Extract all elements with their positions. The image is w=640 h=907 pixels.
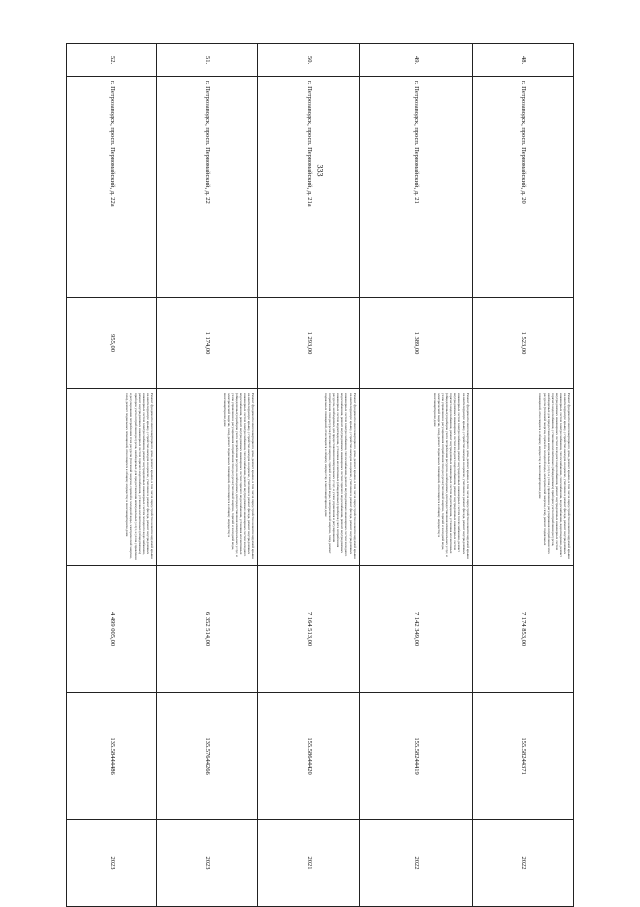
- sheet-content: [66, 43, 574, 870]
- cost-cell: 4 499 005,00: [67, 566, 157, 693]
- code-cell: 155.58644420: [258, 693, 359, 820]
- cost-cell: 6 352 514,00: [156, 566, 257, 693]
- table-row: [258, 44, 359, 907]
- area-cell: 1 523,00: [472, 298, 573, 389]
- address-cell: г. Петрозаводск, просп. Первомайский, д. 21а: [258, 77, 359, 298]
- cost-cell: 7 174 853,00: [472, 566, 573, 693]
- works-cell: Ремонт фундамента многоквартирного дома, ремонт крыши, в том числе переустройство невентилируемой крыши на вентилируемую крышу, устройство выходов на кровлю, утепление и ремонт фасада, ремонт внутридомовых инженерных систем электроснабжения, теплоснабжения, газоснабжения, водоснабжения, водоотведения, ремонт внутридомовых инженерных систем холодного водоснабжения, ремонт внутридомовых инженерных систем горячего водоснабжения, установка коллективных (общедомовых) приборов учета потребления ресурсов, необходимых для предоставления коммунальных услуг, и узлов управления и регулирования потребления этих ресурсов (тепловой энергии, горячей и холодной воды, электрической энергии, газа), ремонт подвальных помещений, относящихся к общему имуществу в многоквартирном доме: [472, 389, 573, 566]
- document-sheet: [66, 43, 574, 870]
- address-cell: г. Петрозаводск, просп. Первомайский, д. 20: [472, 77, 573, 298]
- code-cell: 155.58244371: [472, 693, 573, 820]
- code-cell: 135.57644266: [156, 693, 257, 820]
- cost-cell: 7 142 349,00: [359, 566, 472, 693]
- table-row: [67, 44, 157, 907]
- year-cell: 2021: [258, 820, 359, 907]
- area-cell: 955,00: [67, 298, 157, 389]
- works-cell: Ремонт фундамента многоквартирного дома, ремонт крыши, в том числе переустройство невентилируемой крыши на вентилируемую крышу, устройство выходов на кровлю, утепление и ремонт фасада, ремонт внутридомовых инженерных систем электроснабжения, теплоснабжения, ремонт внутридомовых инженерных систем холодного водоснабжения, ремонт внутридомовых инженерных систем горячего водоснабжения, установка коллективных (общедомовых) приборов учета потребления ресурсов, необходимых для предоставления коммунальных услуг, и узлов управления и регулирования потребления этих ресурсов (тепловой энергии, горячей и холодной воды, электрической энергии, газа), ремонт подвальных помещений, относящихся к общему имуществу в многоквартирном доме: [156, 389, 257, 566]
- area-cell: 1 174,00: [156, 298, 257, 389]
- address-cell: г. Петрозаводск, просп. Первомайский, д. 22: [156, 77, 257, 298]
- year-cell: 2022: [472, 820, 573, 907]
- row-number: 49.: [359, 44, 472, 77]
- row-number: 50.: [258, 44, 359, 77]
- works-cell: Ремонт фундамента многоквартирного дома, ремонт крыши, в том числе переустройство невентилируемой крыши на вентилируемую крышу, устройство выходов на кровлю, утепление и ремонт фасада, ремонт внутридомовых инженерных систем электроснабжения, теплоснабжения, ремонт внутридомовых инженерных систем холодного водоснабжения, ремонт внутридомовых инженерных систем горячего водоснабжения, ремонт внутридомовых инженерных систем водоотведения, установка коллективных (общедомовых) приборов учета потребления ресурсов, необходимых для предоставления коммунальных услуг, и узлов управления и регулирования потребления этих ресурсов (тепловой энергии, горячей и холодной воды, электрической энергии, газа), ремонт подвальных помещений, относящихся к общему имуществу в многоквартирном доме: [258, 389, 359, 566]
- row-number: 52.: [67, 44, 157, 77]
- page-number: 333: [315, 164, 325, 177]
- table-row: [359, 44, 472, 907]
- address-cell: г. Петрозаводск, просп. Первомайский, д. 22а: [67, 77, 157, 298]
- row-number: 48.: [472, 44, 573, 77]
- cost-cell: 7 164 513,00: [258, 566, 359, 693]
- year-cell: 2022: [359, 820, 472, 907]
- area-cell: 1 293,00: [258, 298, 359, 389]
- code-cell: 135.58444486: [67, 693, 157, 820]
- address-cell: г. Петрозаводск, просп. Первомайский, д. 21: [359, 77, 472, 298]
- works-cell: Ремонт фундамента многоквартирного дома, ремонт крыши, в том числе переустройство невентилируемой крыши на вентилируемую крышу, устройство выходов на кровлю, утепление и ремонт фасада, ремонт внутридомовых инженерных систем электроснабжения, ремонт внутридомовых инженерных систем холодного водоснабжения, ремонт внутридомовых инженерных систем горячего водоснабжения, установка коллективных (общедомовых) приборов учета потребления ресурсов, необходимых для предоставления коммунальных услуг, и узлов управления и регулирования потребления этих ресурсов (тепловой энергии, горячей и холодной воды, электрической энергии, газа), ремонт подвальных помещений, относящихся к общему имуществу в многоквартирном доме: [67, 389, 157, 566]
- area-cell: 1 389,00: [359, 298, 472, 389]
- table-row: [472, 44, 573, 907]
- row-number: 51.: [156, 44, 257, 77]
- code-cell: 155.58244419: [359, 693, 472, 820]
- table-row: [156, 44, 257, 907]
- capital-repair-table: [66, 43, 574, 907]
- works-cell: Ремонт фундамента многоквартирного дома, ремонт крыши, в том числе переустройство невентилируемой крыши на вентилируемую крышу, устройство выходов на кровлю, утепление и ремонт фасада, ремонт внутридомовых инженерных систем электроснабжения, ремонт внутридомовых инженерных систем теплоснабжения, ремонт внутридомовых инженерных систем холодного водоснабжения, ремонт внутридомовых инженерных систем горячего водоснабжения, ремонт внутридомовых инженерных систем водоотведения, установка коллективных (общедомовых) приборов учета потребления ресурсов, необходимых для предоставления коммунальных услуг, и узлов управления и регулирования потребления этих ресурсов (тепловой энергии, горячей и холодной воды, электрической энергии, газа), ремонт подвальных помещений, относящихся к общему имуществу в многоквартирном доме: [359, 389, 472, 566]
- year-cell: 2023: [67, 820, 157, 907]
- year-cell: 2023: [156, 820, 257, 907]
